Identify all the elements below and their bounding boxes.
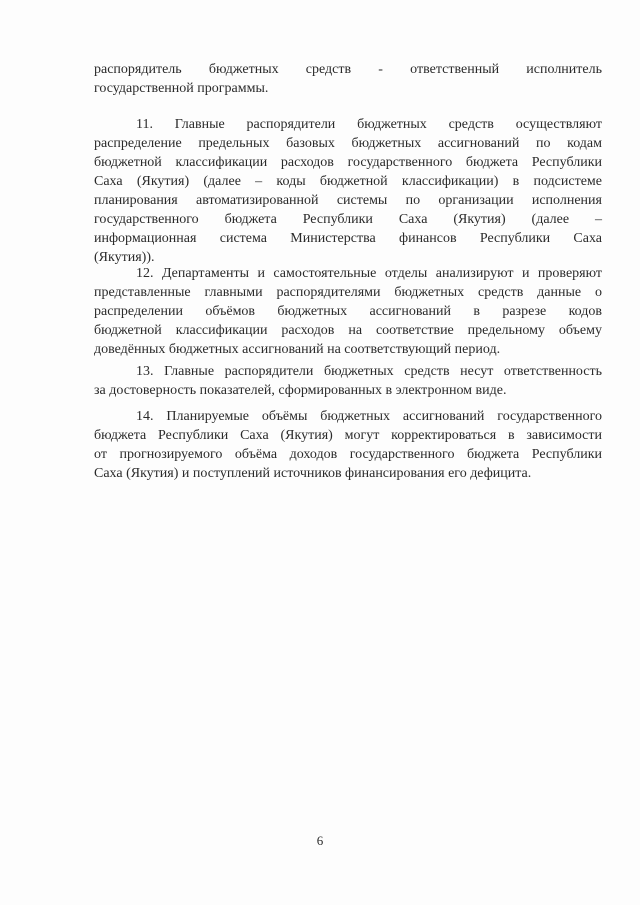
text-line: (Якутия)). [94, 250, 155, 265]
text-line: бюджетной классификации расходов на соответствие предельному объему [94, 323, 602, 338]
text-line: планирования автоматизированной системы по организации исполнения [94, 193, 602, 208]
paragraph-continuation [94, 60, 602, 100]
text-line: за достоверность показателей, сформированных в электронном виде. [94, 383, 507, 398]
text-line: 11. Главные распорядители бюджетных средств осуществляют [136, 117, 602, 132]
text-line: от прогнозируемого объёма доходов государственного бюджета Республики [94, 447, 602, 462]
text-line: государственного бюджета Республики Саха (Якутия) (далее – [94, 212, 602, 227]
paragraph-14 [94, 407, 602, 487]
text-line: доведённых бюджетных ассигнований на соответствующий период. [94, 342, 501, 357]
text-line: распределение предельных базовых бюджетных ассигнований по кодам [94, 136, 602, 151]
paragraph-11 [94, 115, 602, 270]
text-line: представленные главными распорядителями бюджетных средств данные о [94, 285, 602, 300]
page-number: 6 [316, 833, 324, 848]
text-line: 13. Главные распорядители бюджетных средств несут ответственность [136, 364, 602, 379]
text-line: распорядитель бюджетных средств - ответственный исполнитель [94, 62, 602, 77]
text-line: 12. Департаменты и самостоятельные отделы анализируют и проверяют [136, 266, 602, 281]
text-line: бюджета Республики Саха (Якутия) могут корректироваться в зависимости [94, 428, 602, 443]
paragraph-12 [94, 264, 602, 362]
text-line: 14. Планируемые объёмы бюджетных ассигнований государственного [136, 409, 602, 424]
paragraph-13 [94, 362, 602, 402]
text-line: распределении объёмов бюджетных ассигнований в разрезе кодов [94, 304, 602, 319]
text-line: бюджетной классификации расходов государственного бюджета Республики [94, 155, 602, 170]
text-line: информационная система Министерства финансов Республики Саха [94, 231, 602, 246]
text-line: государственной программы. [94, 81, 269, 96]
text-line: Саха (Якутия) (далее – коды бюджетной классификации) в подсистеме [94, 174, 602, 189]
text-line: Саха (Якутия) и поступлений источников финансирования его дефицита. [94, 466, 532, 481]
